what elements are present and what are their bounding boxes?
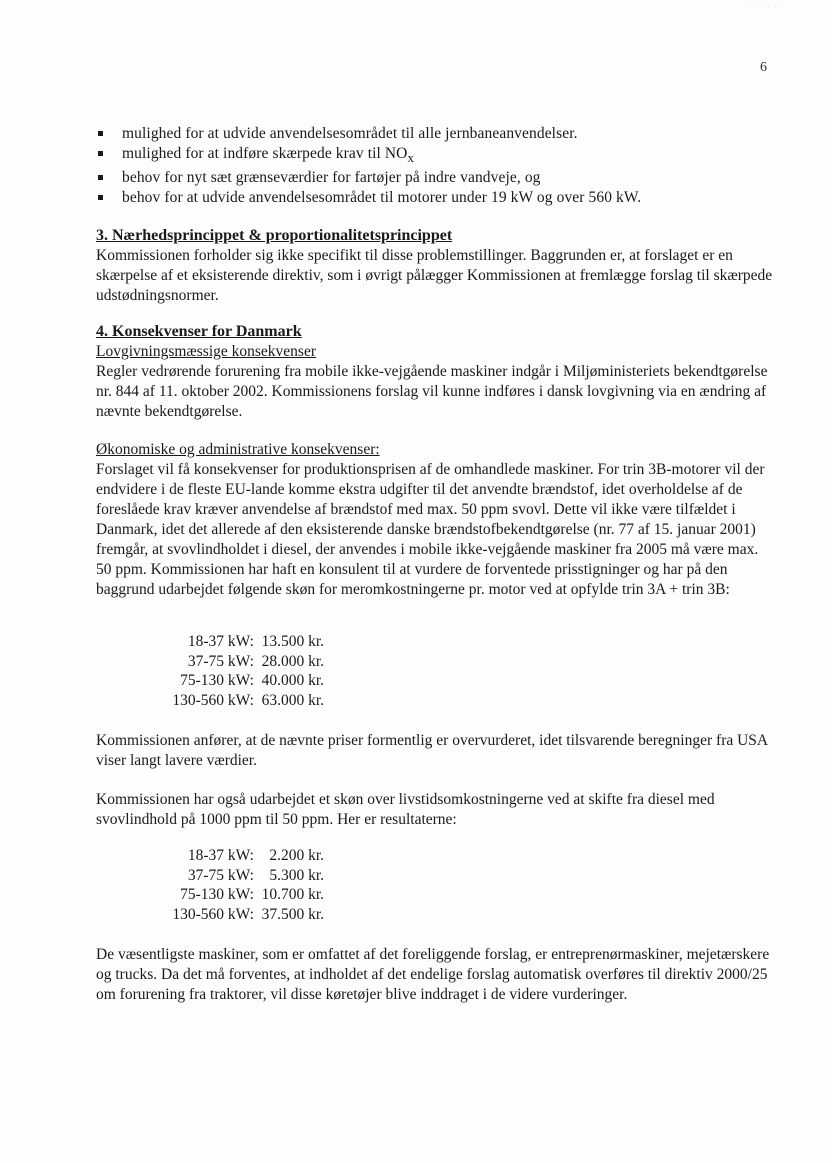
bullet-list [98, 124, 778, 208]
bullet-item: behov for at udvide anvendelsesområdet til motorer under 19 kW og over 560 kW. [98, 188, 778, 208]
bullet-square-icon [98, 131, 103, 136]
bullet-square-icon [98, 151, 103, 156]
paragraph-overestimate: Kommissionen anfører, at de nævnte priser formentlig er overvurderet, idet tilsvarende beregninger fra USA viser langt lavere værdier. [96, 732, 768, 769]
cost-table-1 [150, 632, 324, 710]
economic-subheading: Økonomiske og administrative konsekvenser: [96, 441, 380, 458]
table-row: 18-37 kW: 2.200 kr. [187, 847, 324, 864]
economic-body: Forslaget vil få konsekvenser for produktionsprisen af de omhandlede maskiner. For trin 3B-motorer vil der endvidere i de fleste EU-lande komme ekstra udgifter til det anvendte brændstof, idet overholdelse af de foreslåede krav kræver anvendelse af brændstof med max. 50 ppm svovl. Dette vil ikke være tilfældet i Danmark, idet det allerede af den eksisterende danske brændstofbekendtgørelse (nr. 77 af 15. januar 2001) fremgår, at svovlindholdet i diesel, der anvendes i mobile ikke-vejgående maskiner fra 2005 må være max. 50 ppm. Kommissionen har haft en konsulent til at vurdere de forventede prisstigninger og har på den baggrund udarbejdet følgende skøn for meromkostningerne pr. motor ved at opfylde trin 3A + trin 3B: [96, 461, 765, 598]
section-3-body: Kommissionen forholder sig ikke specifikt til disse problemstillinger. Baggrunden er, at forslaget er en skærpelse af et eksisterende direktiv, som i øvrigt pålægger Kommissionen at fremlægge forslag til skærpede udstødningsnormer. [96, 247, 773, 304]
paragraph-lifetime-costs: Kommissionen har også udarbejdet et skøn over livstidsomkostningerne ved at skifte fra diesel med svovlindhold på 1000 ppm til 50 ppm. Her er resultaterne: [96, 791, 715, 828]
economic-section [96, 440, 776, 600]
bullet-item: behov for nyt sæt grænseværdier for fartøjer på indre vandveje, og [98, 168, 778, 188]
table-row: 37-75 kW: 5.300 kr. [187, 866, 324, 884]
scan-mark: · · · · · · [745, 2, 786, 12]
paragraph-closing: De væsentligste maskiner, som er omfattet af det foreliggende forslag, er entreprenørmaskiner, mejetærskere og trucks. Da det må forventes, at indholdet af det endelige forslag automatisk overføres til direktiv 2000/25 om forurening fra traktorer, vil disse køretøjer blive inddraget i de videre vurderinger. [96, 946, 770, 1003]
table-row: 130-560 kW: 63.000 kr. [172, 691, 324, 709]
table-row: 18-37 kW: 13.500 kr. [187, 633, 324, 650]
section-3-heading: 3. Nærhedsprincippet & proportionalitetsprincippet [96, 227, 453, 244]
bullet-item: mulighed for at indføre skærpede krav til $NO_x$ [98, 144, 778, 168]
section-4-heading: 4. Konsekvenser for Danmark [96, 323, 302, 340]
bullet-square-icon [98, 175, 103, 180]
table-row: 75-130 kW: 10.700 kr. [180, 886, 324, 904]
section-3 [96, 226, 776, 306]
page-number: 6 [760, 60, 767, 75]
table-row: 130-560 kW: 37.500 kr. [172, 905, 324, 923]
section-4 [96, 322, 776, 422]
cost-table-2 [150, 846, 324, 924]
bullet-item: mulighed for at udvide anvendelsesområdet til alle jernbaneanvendelser. [98, 124, 778, 144]
legislation-subheading: Lovgivningsmæssige konsekvenser [96, 343, 316, 360]
bullet-square-icon [98, 195, 103, 200]
table-row: 75-130 kW: 40.000 kr. [180, 672, 324, 690]
legislation-body: Regler vedrørende forurening fra mobile ikke-vejgående maskiner indgår i Miljøministeriets bekendtgørelse nr. 844 af 11. oktober 2002. Kommissionens forslag vil kunne indføres i dansk lovgivning via en ændring af nævnte bekendtgørelse. [96, 363, 768, 420]
table-row: 37-75 kW: 28.000 kr. [187, 652, 324, 670]
